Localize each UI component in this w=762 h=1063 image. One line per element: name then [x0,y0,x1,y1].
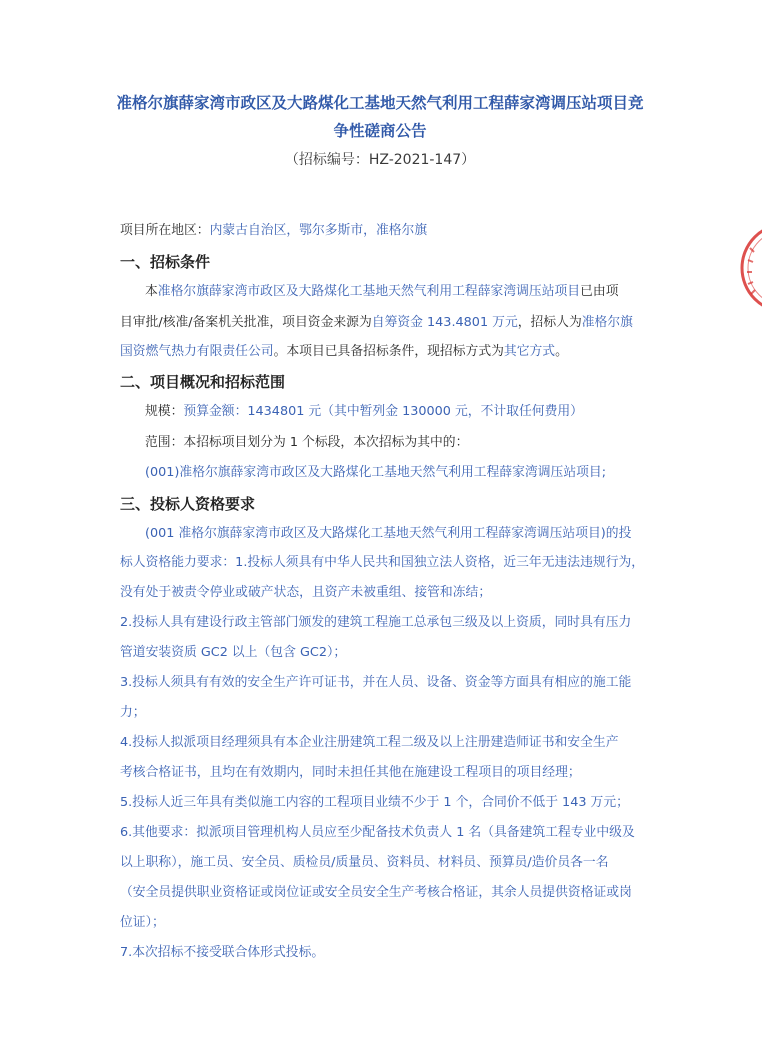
req-p1-line3: 没有处于被责令停业或破产状态，且资产未被重组、接管和冻结； [120,585,492,600]
funding-source: 自筹资金 143.4801 万元 [371,315,518,330]
project-location [120,221,427,241]
req-p6-line3: （安全员提供职业资格证或岗位证或安全员安全生产考核合格证，其余人员提供资格证或岗 [120,885,632,900]
section1-line3 [120,342,568,362]
official-seal-icon [738,218,762,318]
section2-heading: 二、项目概况和招标范围 [120,373,286,391]
section1-line2 [120,313,633,333]
text-span: 已由项 [580,284,619,299]
section3-heading: 三、投标人资格要求 [120,495,256,513]
bid-number: （招标编号：HZ-2021-147） [284,152,476,168]
scope-line: 范围：本招标项目划分为 1 个标段，本次招标为其中的： [145,435,469,450]
req-p4-line1: 4.投标人拟派项目经理须具有本企业注册建筑工程二级及以上注册建造师证书和安全生产 [120,735,619,750]
text-span: 本 [145,284,158,299]
tenderer-name-part1: 准格尔旗 [581,315,633,330]
text-span: ，招标人为 [517,315,582,330]
tenderer-name-part2: 国资燃气热力有限责任公司 [120,344,274,359]
section1-heading: 一、招标条件 [120,253,211,271]
lot-line: (001)准格尔旗薛家湾市政区及大路煤化工基地天然气利用工程薛家湾调压站项目; [145,465,607,480]
tender-method: 其它方式 [503,344,556,359]
location-value: 内蒙古自治区，鄂尔多斯市，准格尔旗 [209,223,428,238]
text-span: 目审批/核准/备案机关批准，项目资金来源为 [120,315,372,330]
scale-line [145,402,583,422]
document-title-line1: 准格尔旗薛家湾市政区及大路煤化工基地天然气利用工程薛家湾调压站项目竞 [116,94,644,112]
req-p1-line1: (001 准格尔旗薛家湾市政区及大路煤化工基地天然气利用工程薛家湾调压站项目)的投 [145,526,632,541]
location-label: 项目所在地区： [120,223,210,238]
document-title-line2: 争性磋商公告 [333,122,427,140]
req-p4-line2: 考核合格证书，且均在有效期内，同时未担任其他在施建设工程项目的项目经理； [120,765,581,780]
req-p2-line1: 2.投标人具有建设行政主管部门颁发的建筑工程施工总承包三级及以上资质，同时具有压力 [120,615,632,630]
req-p3-line2: 力； [120,705,146,720]
scale-label: 规模： [145,404,184,419]
req-p6-line4: 位证）； [120,915,165,930]
req-p6-line2: 以上职称），施工员、安全员、质检员/质量员、资料员、材料员、预算员/造价员各一名 [120,855,609,870]
req-p3-line1: 3.投标人须具有有效的安全生产许可证书，并在人员、设备、资金等方面具有相应的施工能 [120,675,632,690]
req-p2-line2: 管道安装资质 GC2 以上（包含 GC2）； [120,645,347,660]
text-span: 。本项目已具备招标条件，现招标方式为 [273,344,504,359]
scale-value: 预算金额：1434801 元（其中暂列金 130000 元，不计取任何费用） [183,404,583,419]
section1-line1 [145,282,618,302]
req-p7-line1: 7.本次招标不接受联合体形式投标。 [120,945,325,960]
project-name: 准格尔旗薛家湾市政区及大路煤化工基地天然气利用工程薛家湾调压站项目 [157,284,581,299]
req-p1-line2: 标人资格能力要求：1.投标人须具有中华人民共和国独立法人资格，近三年无违法违规行为， [120,555,645,570]
req-p5-line1: 5.投标人近三年具有类似施工内容的工程项目业绩不少于 1 个，合同价不低于 143 万元； [120,795,629,810]
req-p6-line1: 6.其他要求：拟派项目管理机构人员应至少配备技术负责人 1 名（具备建筑工程专业中级及 [120,825,635,840]
text-span: 。 [555,344,568,359]
